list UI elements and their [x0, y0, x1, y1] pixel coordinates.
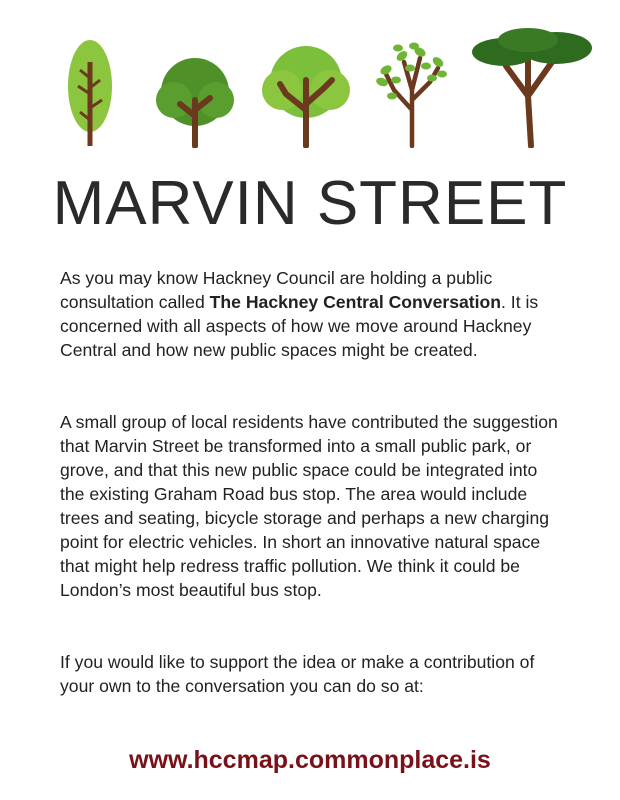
consultation-name: The Hackney Central Conversation: [209, 292, 502, 312]
oak-tree-icon: [258, 44, 354, 148]
page-title: MARVIN STREET: [52, 169, 568, 238]
acacia-tree-icon: [466, 26, 596, 148]
tree-illustrations: [0, 0, 620, 160]
proposal-paragraph: A small group of local residents have contributed the suggestion that Marvin Street be transformed into a small public park, or grove, and that this new public space could be integrated into the existing Graham Road bus stop. The area would include trees and seating, bicycle storage and perhaps a new charging point for electric vehicles. In short an innovative natural space that might help redress traffic pollution. We think it could be London’s most beautiful bus stop.: [60, 412, 558, 600]
website-url: www.hccmap.commonplace.is: [129, 746, 491, 774]
intro-paragraph: As you may know Hackney Council are holding a public consultation called The Hackney Central Conversation. It is concerned with all aspects of how we move around Hackney Central and how new public spaces might be created.: [60, 268, 539, 360]
sapling-tree-icon: [374, 40, 450, 148]
round-tree-icon: [150, 56, 240, 148]
support-paragraph: If you would like to support the idea or make a contribution of your own to the conversation you can do so at:: [60, 652, 535, 696]
cypress-tree-icon: [62, 38, 118, 148]
